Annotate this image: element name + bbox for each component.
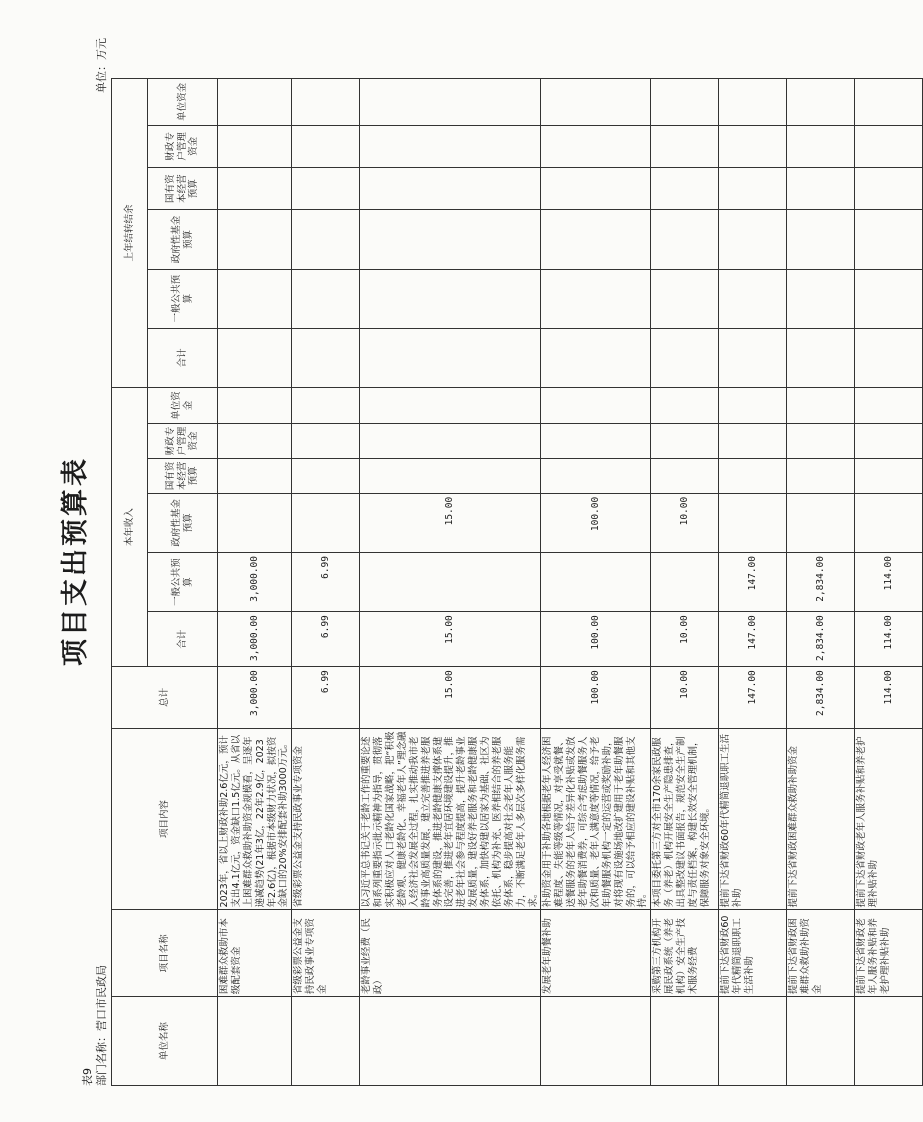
row-carry-unit-fund [218,79,292,126]
table-row [719,79,787,1086]
header-total: 总计 [112,667,218,728]
header-current-income: 本年收入 [112,387,148,666]
table-number: 表9 [81,1068,94,1086]
row-income-general-budget: 3,000.00 [218,553,292,612]
row-unit-name [360,997,541,1086]
row-project-name: 提前下达省财政老年人服务补贴和养老护理补贴补助 [855,910,923,997]
header-income-special-fund: 财政专户管理资金 [148,424,218,459]
row-project-name: 省级彩票公益金支持民政事业专项资金 [292,910,360,997]
row-carry-fund-budget [292,210,360,269]
row-total: 6.99 [292,667,360,728]
table-row [360,79,541,1086]
row-total: 114.00 [855,667,923,728]
row-total: 10.00 [651,667,719,728]
row-unit-name [651,997,719,1086]
row-unit-name [541,997,651,1086]
header-carry-general-budget: 一般公共预算 [148,269,218,328]
row-income-special-fund [292,424,360,459]
row-income-fund-budget: 100.00 [541,493,651,552]
row-carry-fund-budget [218,210,292,269]
row-project-content: 以习近平总书记关于老龄工作的重要论述和系列重要指示批示精神为指导，贯彻落实积极应对人口老龄化国家战略，把“积极老龄观、健康老龄化、幸福老年人”理念融入经济社会发展全过程，扎实推动我市老龄事业高质量发展，建立完善推进养老服务体系的建设，推进老龄健康支撑体系建设完善，推进老年宜居环境建设提升，推进老年社会参与程度提高，提升老龄事业发展质量，建设好养老服务和老龄健康服务体系，加快构建以居家为基础、社区为依托、机构为补充、医养相结合的养老服务体系，稳步提高对社会老年人服务能力，不断满足老年人多层次多样化服务需求。 [360,728,541,910]
row-carry-state-capital [855,168,923,210]
table-row [292,79,360,1086]
row-income-unit-fund [292,387,360,423]
row-total: 15.00 [360,667,541,728]
row-income-state-capital [855,458,923,493]
header-unit-name: 单位名称 [112,997,218,1086]
row-income-special-fund [787,424,855,459]
header-carryover: 上年结转结余 [112,79,148,388]
row-carry-general-budget [218,269,292,328]
row-carry-fund-budget [787,210,855,269]
row-income-special-fund [719,424,787,459]
row-carry-fund-budget [541,210,651,269]
row-carry-fund-budget [651,210,719,269]
row-income-state-capital [719,458,787,493]
row-total: 3,000.00 [218,667,292,728]
row-carry-state-capital [218,168,292,210]
row-income-fund-budget [218,493,292,552]
row-unit-name [292,997,360,1086]
row-project-content: 补助资金用于补助各地根据老年人经济困难程度、失能等级等情况，对享受就餐、送餐服务的老年人给予差异化补贴或发放老年助餐消费券，可综合考虑助餐服务人次和质量、老年人满意度等情况，给予老年助餐服务机构一定的运营或奖励补助，对将现有设施场地改扩建用于老年助餐服务的，可以给予相应的建设补贴和其他支持。 [541,728,651,910]
row-income-general-budget: 147.00 [719,553,787,612]
row-income-state-capital [787,458,855,493]
row-carry-subtotal [719,328,787,387]
table-row [855,79,923,1086]
row-unit-name [719,997,787,1086]
row-carry-subtotal [541,328,651,387]
row-income-subtotal: 15.00 [360,612,541,667]
header-income-unit-fund: 单位资金 [148,387,218,423]
budget-table [111,78,923,1086]
row-income-fund-budget [719,493,787,552]
header-carry-subtotal: 合计 [148,328,218,387]
row-income-special-fund [218,424,292,459]
row-project-name: 发展老年助餐补助 [541,910,651,997]
row-income-general-budget [651,553,719,612]
row-project-name: 提前下达省财政60年代精简退职职工生活补助 [719,910,787,997]
row-carry-general-budget [541,269,651,328]
table-row [541,79,651,1086]
row-income-fund-budget: 15.00 [360,493,541,552]
header-income-general-budget: 一般公共预算 [148,553,218,612]
header-carry-special-fund: 财政专户管理资金 [148,125,218,167]
row-income-unit-fund [855,387,923,423]
row-carry-unit-fund [855,79,923,126]
row-income-state-capital [292,458,360,493]
row-carry-special-fund [787,125,855,167]
row-income-fund-budget [787,493,855,552]
row-project-content: 省级彩票公益金支持民政事业专项资金 [292,728,360,910]
row-income-general-budget [541,553,651,612]
header-carry-fund-budget: 政府性基金预算 [148,210,218,269]
row-carry-unit-fund [292,79,360,126]
row-carry-subtotal [787,328,855,387]
row-carry-subtotal [855,328,923,387]
row-carry-unit-fund [651,79,719,126]
row-income-state-capital [541,458,651,493]
row-carry-fund-budget [360,210,541,269]
row-carry-state-capital [292,168,360,210]
row-income-unit-fund [360,387,541,423]
row-carry-state-capital [787,168,855,210]
row-income-subtotal: 114.00 [855,612,923,667]
row-income-general-budget: 2,834.00 [787,553,855,612]
row-income-unit-fund [218,387,292,423]
row-unit-name [787,997,855,1086]
row-carry-general-budget [651,269,719,328]
row-carry-special-fund [719,125,787,167]
row-carry-special-fund [855,125,923,167]
row-carry-state-capital [541,168,651,210]
row-unit-name [218,997,292,1086]
row-income-unit-fund [651,387,719,423]
row-income-general-budget [360,553,541,612]
row-income-subtotal: 100.00 [541,612,651,667]
row-income-fund-budget [855,493,923,552]
row-income-general-budget: 114.00 [855,553,923,612]
row-income-subtotal: 147.00 [719,612,787,667]
row-carry-state-capital [651,168,719,210]
row-total: 2,834.00 [787,667,855,728]
header-carry-state-capital: 国有资本经营预算 [148,168,218,210]
row-income-fund-budget: 10.00 [651,493,719,552]
row-carry-unit-fund [541,79,651,126]
row-income-subtotal: 3,000.00 [218,612,292,667]
row-project-name: 采购第三方机构开展民政系统（养老机构）安全生产技术服务经费 [651,910,719,997]
header-income-fund-budget: 政府性基金预算 [148,493,218,552]
row-unit-name [855,997,923,1086]
row-income-subtotal: 2,834.00 [787,612,855,667]
row-carry-special-fund [360,125,541,167]
header-carry-unit-fund: 单位资金 [148,79,218,126]
row-total: 100.00 [541,667,651,728]
table-row [218,79,292,1086]
row-income-state-capital [360,458,541,493]
budget-sheet [43,36,894,1086]
row-income-special-fund [855,424,923,459]
row-carry-subtotal [360,328,541,387]
row-carry-fund-budget [855,210,923,269]
row-carry-special-fund [218,125,292,167]
row-income-unit-fund [541,387,651,423]
row-carry-unit-fund [360,79,541,126]
row-carry-general-budget [292,269,360,328]
table-row [787,79,855,1086]
row-carry-general-budget [787,269,855,328]
row-carry-subtotal [218,328,292,387]
row-carry-general-budget [360,269,541,328]
row-carry-special-fund [541,125,651,167]
row-project-content: 提前下达省财政困难群众救助补助资金 [787,728,855,910]
header-project-name: 项目名称 [112,910,218,997]
row-carry-general-budget [855,269,923,328]
row-income-fund-budget [292,493,360,552]
row-project-content: 提前下达省财政60年代精简退职职工生活补助 [719,728,787,910]
document-title: 项目支出预算表 [60,456,91,666]
row-project-content: 提前下达省财政老年人服务补贴和养老护理补贴补助 [855,728,923,910]
row-carry-unit-fund [719,79,787,126]
row-income-subtotal: 6.99 [292,612,360,667]
row-carry-state-capital [719,168,787,210]
row-project-content: 2023年，省以上财政补助2.6亿元，预计支出4.1亿元，资金缺口1.5亿元。从省以上困难群众救助补助资金规模看，呈逐年递减趋势(21年3亿，22年2.9亿，2023年2.6亿)，根据市本级财力状况，拟按资金缺口的20%安排配套补助3000万元。 [218,728,292,910]
row-income-subtotal: 10.00 [651,612,719,667]
row-income-special-fund [651,424,719,459]
header-project-content: 项目内容 [112,728,218,910]
budget-table-body [218,79,923,1086]
row-project-name: 困难群众救助市本级配套资金 [218,910,292,997]
row-project-name: 老龄事业经费（民政） [360,910,541,997]
row-income-unit-fund [787,387,855,423]
row-income-unit-fund [719,387,787,423]
row-carry-general-budget [719,269,787,328]
row-carry-special-fund [292,125,360,167]
row-carry-unit-fund [787,79,855,126]
unit-note: 单位：万元 [95,38,108,93]
row-total: 147.00 [719,667,787,728]
row-project-name: 提前下达省财政困难群众救助补助资金 [787,910,855,997]
row-carry-subtotal [292,328,360,387]
row-income-special-fund [541,424,651,459]
header-income-subtotal: 合计 [148,612,218,667]
department-name: 部门名称：营口市民政局 [95,965,108,1086]
row-project-content: 本项目委托第三方对全市170余家民政服务（养老）机构开展安全生产隐患排查，出具整改建议书面报告，规范安全生产制度与责任档案，构建长效安全管理机制，保障服务对象安全环境。 [651,728,719,910]
row-income-state-capital [218,458,292,493]
row-carry-fund-budget [719,210,787,269]
row-income-special-fund [360,424,541,459]
table-row [651,79,719,1086]
header-income-state-capital: 国有资本经营预算 [148,458,218,493]
row-income-state-capital [651,458,719,493]
row-carry-state-capital [360,168,541,210]
row-carry-subtotal [651,328,719,387]
row-carry-special-fund [651,125,719,167]
row-income-general-budget: 6.99 [292,553,360,612]
